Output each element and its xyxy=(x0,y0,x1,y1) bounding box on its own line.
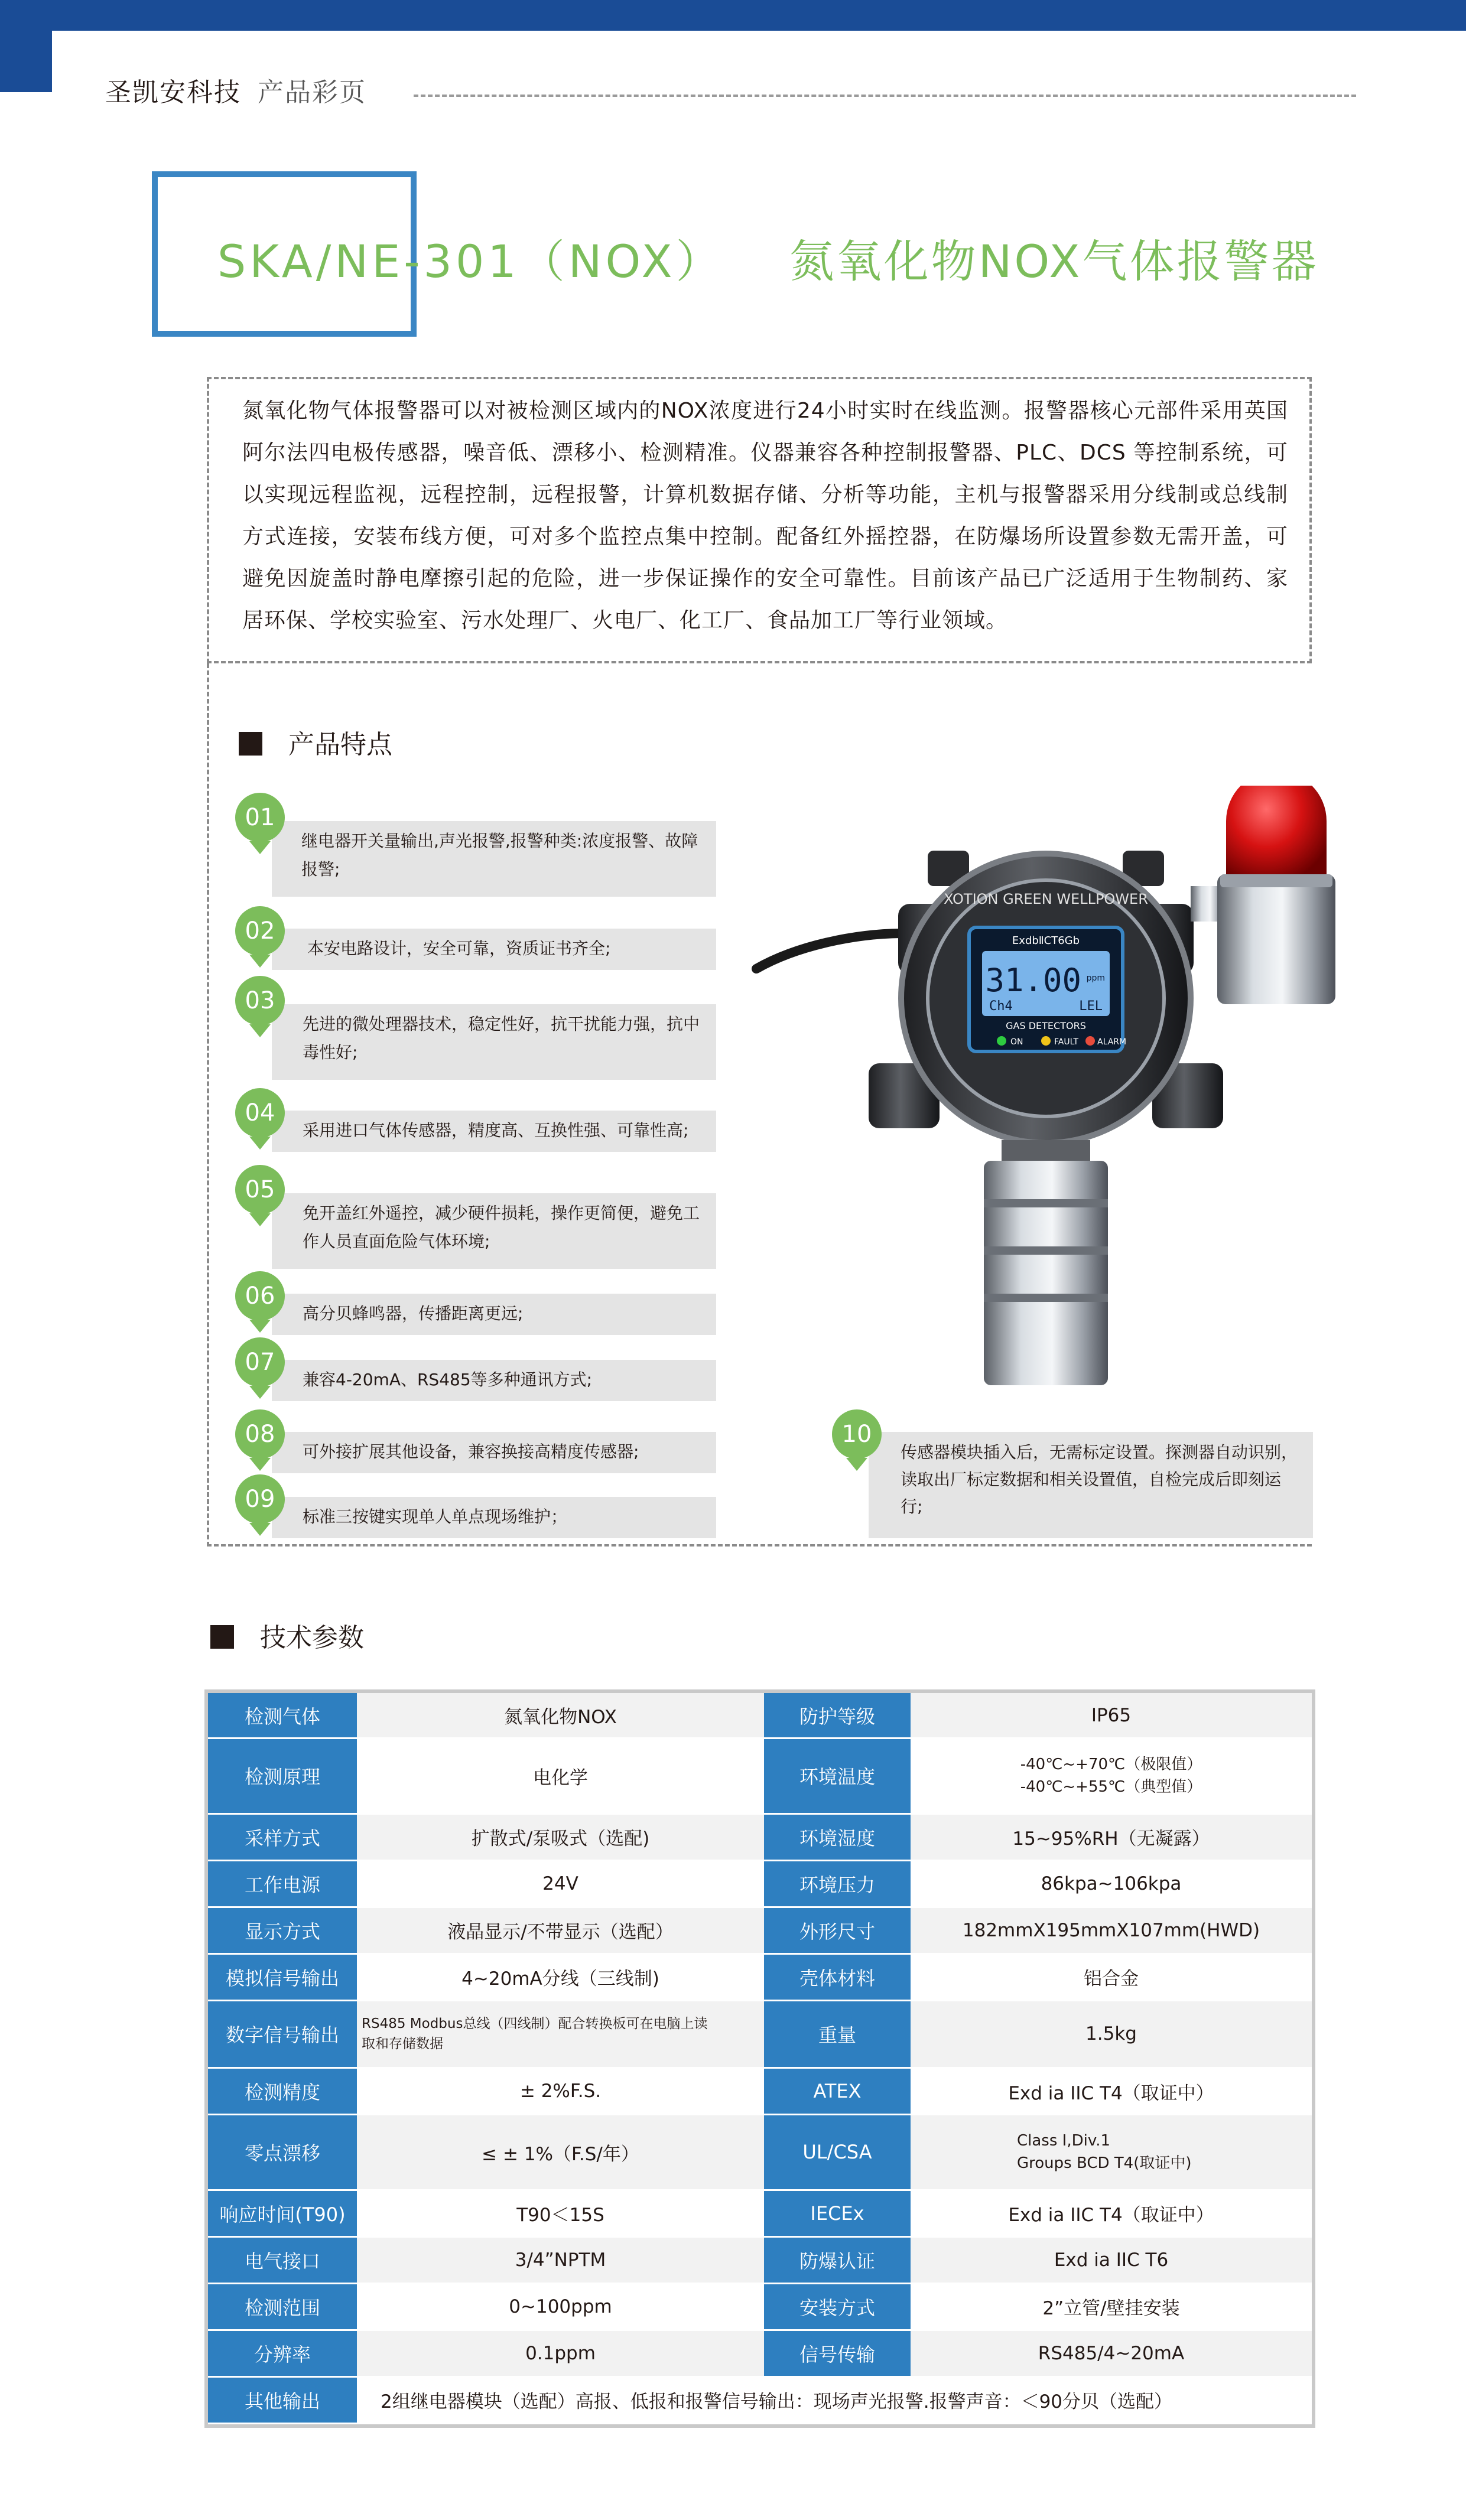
pointer-icon xyxy=(249,1386,271,1399)
feature-text: 先进的微处理器技术，稳定性好，抗干扰能力强，抗中毒性好; xyxy=(303,1014,700,1062)
spec-label: 其他输出 xyxy=(208,2376,357,2423)
feature-text: 传感器模块插入后，无需标定设置。探测器自动识别，读取出厂标定数据和相关设置值，自检完成后即刻运行; xyxy=(901,1443,1298,1516)
spec-value: Exd ia IIC T4（取证中） xyxy=(911,2068,1312,2115)
gas-detector-image xyxy=(750,786,1365,1424)
spec-label: 防爆认证 xyxy=(764,2236,911,2283)
spec-label: 响应时间(T90) xyxy=(208,2190,357,2236)
spec-value: ± 2%F.S. xyxy=(357,2068,764,2115)
table-row xyxy=(208,2190,1312,2236)
spec-value-line: Groups BCD T4(取证中) xyxy=(1017,2154,1192,2173)
spec-label: 采样方式 xyxy=(208,1814,357,1860)
page-title xyxy=(217,226,1318,290)
status-led-icon xyxy=(1041,1036,1051,1046)
feature-number: 04 xyxy=(235,1088,285,1138)
table-row xyxy=(208,1814,1312,1860)
spec-label: 环境压力 xyxy=(764,1860,911,1907)
table-row xyxy=(208,2000,1312,2068)
spec-value xyxy=(911,1738,1312,1814)
spec-value: 0~100ppm xyxy=(357,2283,764,2330)
feature-text: 继电器开关量输出,声光报警,报警种类:浓度报警、故障报警; xyxy=(301,831,698,879)
spec-value xyxy=(911,2115,1312,2190)
table-row xyxy=(208,1693,1312,1738)
spec-label: 防护等级 xyxy=(764,1693,911,1738)
pointer-icon xyxy=(249,1458,271,1471)
pointer-icon xyxy=(249,1024,271,1037)
lcd-gas: Ch4 xyxy=(989,999,1013,1014)
spec-label: 壳体材料 xyxy=(764,1954,911,2000)
spec-label: 分辨率 xyxy=(208,2330,357,2376)
spec-value: T90＜15S xyxy=(357,2190,764,2236)
spec-value: 液晶显示/不带显示（选配） xyxy=(357,1907,764,1954)
spec-label: 安装方式 xyxy=(764,2283,911,2330)
table-row xyxy=(208,1738,1312,1814)
spec-label: 工作电源 xyxy=(208,1860,357,1907)
lcd-label: LEL xyxy=(1079,999,1103,1014)
feature-number: 02 xyxy=(235,906,285,956)
status-label: ON xyxy=(1010,1037,1023,1047)
specs-heading xyxy=(210,1616,364,1654)
spec-value: IP65 xyxy=(911,1693,1312,1738)
spec-value: 3/4”NPTM xyxy=(357,2236,764,2283)
spec-label: 零点漂移 xyxy=(208,2115,357,2190)
spec-label: 电气接口 xyxy=(208,2236,357,2283)
spec-value xyxy=(357,2000,764,2068)
table-row xyxy=(208,1860,1312,1907)
spec-value: 铝合金 xyxy=(911,1954,1312,2000)
status-led-icon xyxy=(1085,1036,1095,1046)
feature-number: 05 xyxy=(235,1165,285,1215)
cable xyxy=(756,933,904,969)
sensor-groove xyxy=(984,1199,1108,1207)
table-row xyxy=(208,2330,1312,2376)
ex-mark: ExdbⅡCT6Gb xyxy=(1012,935,1080,947)
specs-heading-text: 技术参数 xyxy=(260,1623,364,1653)
company-name: 圣凯安科技 xyxy=(105,77,241,108)
sensor-groove xyxy=(984,1294,1108,1302)
header-bar xyxy=(0,0,1466,31)
spec-value: Exd ia IIC T4（取证中） xyxy=(911,2190,1312,2236)
intro-text: 氮氧化物气体报警器可以对被检测区域内的NOX浓度进行24小时实时在线监测。报警器核心元部件采用英国阿尔法四电极传感器，噪音低、漂移小、检测精准。仪器兼容各种控制报警器、PLC、DCS 等控制系统，可以实现远程监视，远程控制，远程报警，计算机数据存储、分析等功能，主机与报警器采用分线制或总线制方式连接，安装布线方便，可对多个监控点集中控制。配备红外摇控器，在防爆场所设置参数无需开盖，可避免因旋盖时静电摩擦引起的危险，进一步保证操作的安全可靠性。目前该产品已广泛适用于生物制药、家居环保、学校实验室、污水处理厂、火电厂、化工厂、食品加工厂等行业领域。 xyxy=(242,399,1288,633)
lcd-reading: 31.00 xyxy=(985,962,1081,999)
sensor-groove xyxy=(984,1246,1108,1255)
spec-value: 24V xyxy=(357,1860,764,1907)
spec-value: Exd ia IIC T6 xyxy=(911,2236,1312,2283)
spec-value: 86kpa~106kpa xyxy=(911,1860,1312,1907)
spec-value-line: -40℃~+55℃（典型值） xyxy=(1020,1778,1202,1796)
header-tab xyxy=(0,31,52,92)
feature-number: 10 xyxy=(832,1409,882,1459)
pointer-icon xyxy=(249,1213,271,1226)
pointer-icon xyxy=(249,955,271,968)
status-label: FAULT xyxy=(1054,1037,1079,1047)
spec-value: 电化学 xyxy=(357,1738,764,1814)
spec-value-line: RS485 Modbus总线（四线制）配合转换板可在电脑上读 xyxy=(362,2016,708,2032)
feature-text: 标准三按键实现单人单点现场维护； xyxy=(303,1507,568,1526)
spec-value: ≤ ± 1%（F.S/年） xyxy=(357,2115,764,2190)
sensor-housing xyxy=(984,1161,1108,1385)
feature-text: 可外接扩展其他设备，兼容换接高精度传感器; xyxy=(303,1442,639,1461)
spec-value: 1.5kg xyxy=(911,2000,1312,2068)
header-divider xyxy=(414,95,1356,97)
table-row xyxy=(208,2115,1312,2190)
feature-text: 本安电路设计，安全可靠，资质证书齐全; xyxy=(307,939,611,958)
feature-number: 06 xyxy=(235,1271,285,1321)
spec-table xyxy=(204,1689,1315,2428)
table-row xyxy=(208,2283,1312,2330)
table-row xyxy=(208,2236,1312,2283)
square-bullet-icon xyxy=(239,732,262,756)
spec-label: 环境温度 xyxy=(764,1738,911,1814)
alarm-base xyxy=(1217,874,1335,1004)
spec-label: IECEx xyxy=(764,2190,911,2236)
square-bullet-icon xyxy=(210,1625,234,1649)
feature-number: 07 xyxy=(235,1337,285,1387)
table-row xyxy=(208,2068,1312,2115)
spec-value-line: 取和存储数据 xyxy=(362,2036,443,2052)
spec-label: 数字信号输出 xyxy=(208,2000,357,2068)
spec-value: RS485/4~20mA xyxy=(911,2330,1312,2376)
features-heading xyxy=(239,723,392,761)
status-led-icon xyxy=(997,1036,1006,1046)
product-name: 氮氧化物NOX气体报警器 xyxy=(789,235,1319,288)
spec-label: 检测气体 xyxy=(208,1693,357,1738)
feature-text: 免开盖红外遥控，减少硬件损耗，操作更简便，避免工作人员直面危险气体环境; xyxy=(303,1203,700,1251)
feature-border-left xyxy=(207,663,209,1546)
section-name: 产品彩页 xyxy=(258,77,366,108)
spec-label: 检测范围 xyxy=(208,2283,357,2330)
feature-text: 采用进口气体传感器，精度高、互换性强、可靠性高; xyxy=(303,1121,689,1140)
display-caption: GAS DETECTORS xyxy=(1006,1020,1086,1031)
spec-label: ATEX xyxy=(764,2068,911,2115)
table-row xyxy=(208,1907,1312,1954)
spec-label: 环境湿度 xyxy=(764,1814,911,1860)
alarm-lamp xyxy=(1226,786,1327,880)
neck xyxy=(1002,1140,1090,1164)
spec-label: 检测原理 xyxy=(208,1738,357,1814)
spec-value: 扩散式/泵吸式（选配) xyxy=(357,1814,764,1860)
feature-border-bottom xyxy=(207,1544,1312,1546)
brand-ring-text: XOTION GREEN WELLPOWER xyxy=(944,891,1148,907)
spec-label: 模拟信号输出 xyxy=(208,1954,357,2000)
spec-label: 检测精度 xyxy=(208,2068,357,2115)
pointer-icon xyxy=(249,841,271,854)
feature-number: 09 xyxy=(235,1474,285,1524)
table-row xyxy=(208,1954,1312,2000)
spec-value: 182mmX195mmX107mm(HWD) xyxy=(911,1907,1312,1954)
feature-text: 高分贝蜂鸣器，传播距离更远; xyxy=(303,1304,524,1323)
spec-label: 外形尺寸 xyxy=(764,1907,911,1954)
lcd-unit: ppm xyxy=(1086,974,1105,983)
features-heading-text: 产品特点 xyxy=(288,730,392,760)
model-number: SKA/NE-301（NOX） xyxy=(217,235,724,288)
spec-label: 重量 xyxy=(764,2000,911,2068)
spec-value: 15~95%RH（无凝露） xyxy=(911,1814,1312,1860)
spec-label: UL/CSA xyxy=(764,2115,911,2190)
pointer-icon xyxy=(249,1137,271,1150)
feature-number: 03 xyxy=(235,976,285,1025)
alarm-ring xyxy=(1220,874,1332,887)
feature-number: 01 xyxy=(235,793,285,842)
pointer-icon xyxy=(846,1458,867,1471)
spec-value: 氮氧化物NOX xyxy=(357,1693,764,1738)
spec-value: 2组继电器模块（选配）高报、低报和报警信号输出：现场声光报警.报警声音：＜90分贝（选配） xyxy=(357,2376,1312,2423)
spec-value: 2”立管/壁挂安装 xyxy=(911,2283,1312,2330)
table-row xyxy=(208,2376,1312,2423)
spec-value-line: Class I,Div.1 xyxy=(1017,2132,1111,2150)
status-label: ALARM xyxy=(1097,1037,1127,1047)
feature-text: 兼容4-20mA、RS485等多种通讯方式; xyxy=(303,1370,593,1389)
spec-value: 4~20mA分线（三线制) xyxy=(357,1954,764,2000)
spec-value-line: -40℃~+70℃（极限值） xyxy=(1020,1756,1202,1774)
pointer-icon xyxy=(249,1523,271,1536)
spec-value: 0.1ppm xyxy=(357,2330,764,2376)
pointer-icon xyxy=(249,1320,271,1333)
spec-label: 显示方式 xyxy=(208,1907,357,1954)
spec-label: 信号传输 xyxy=(764,2330,911,2376)
brand-line xyxy=(105,71,366,109)
feature-number: 08 xyxy=(235,1409,285,1459)
